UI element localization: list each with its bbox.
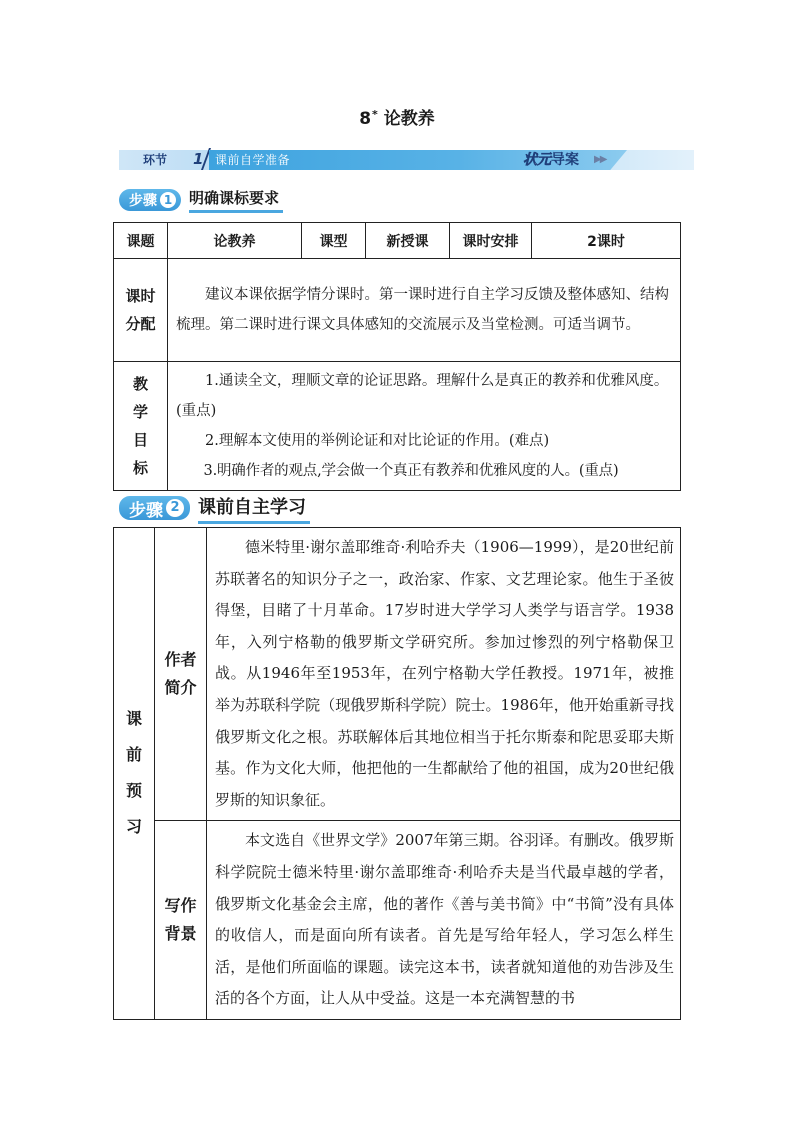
double-arrow-icon: ▶▶ xyxy=(594,154,606,165)
table-header-row xyxy=(114,223,681,259)
goals-label: 教 学 目 标 xyxy=(114,362,168,491)
goal-item: 3.明确作者的观点,学会做一个真正有教养和优雅风度的人。(重点) xyxy=(203,463,619,479)
step2-header xyxy=(119,495,310,521)
background-text: 本文选自《世界文学》2007年第三期。谷羽译。有删改。俄罗斯科学院院士德米特里·谢尔盖耶维奇·利哈乔夫是当代最卓越的学者，俄罗斯文化基金会主席，他的著作《善与美书简》中“书简”没有具体的收信人，而是面向所有读者。首先是写给年轻人，学习怎么样生活，是他们所面临的课题。读完这本书，读者就知道他的劝告涉及生活的各个方面，让人从中受益。这是一本充满智慧的书 xyxy=(207,821,681,1020)
goal-item: 2.理解本文使用的举例论证和对比论证的作用。(难点) xyxy=(205,433,550,449)
step2-pill xyxy=(119,496,190,520)
page-title xyxy=(0,104,794,129)
step1-pill xyxy=(119,189,181,211)
time-value: 2课时 xyxy=(532,223,681,259)
author-text: 德米特里·谢尔盖耶维奇·利哈乔夫（1906—1999），是20世纪前苏联著名的知识分子之一，政治家、作家、文艺理论家。他生于圣彼得堡，目睹了十月革命。17岁时进大学学习人类学与语言学。1938年，入列宁格勒的俄罗斯文学研究所。参加过惨烈的列宁格勒保卫战。从1946年至1953年，在列宁格勒大学任教授。1971年，被推举为苏联科学院（现俄罗斯科学院）院士。1986年，他开始重新寻找俄罗斯文化之根。苏联解体后其地位相当于托尔斯泰和陀思妥耶夫斯基。作为文化大师，他把他的一生都献给了他的祖国，成为20世纪俄罗斯的知识象征。 xyxy=(207,528,681,821)
type-header: 课型 xyxy=(302,223,366,259)
banner-link-label: 环节 xyxy=(143,153,168,167)
curriculum-table xyxy=(113,222,681,491)
step1-pill-text: 步骤 xyxy=(129,193,157,209)
banner-brand-a: 状元 xyxy=(523,152,551,168)
allocation-row xyxy=(114,259,681,362)
banner-brand xyxy=(523,150,579,170)
optional-mark: * xyxy=(372,108,378,121)
author-row xyxy=(114,528,681,821)
step2-pill-text: 步骤 xyxy=(129,500,163,521)
banner-section-title: 课前自学准备 xyxy=(215,153,291,167)
allocation-label: 课时 分配 xyxy=(114,259,168,362)
topic-value: 论教养 xyxy=(168,223,302,259)
goal-item: 1.通读全文，理顺文章的论证思路。理解什么是真正的教养和优雅风度。(重点) xyxy=(176,373,669,419)
step1-header xyxy=(119,188,283,212)
preview-table xyxy=(113,527,681,1020)
author-label: 作者 简介 xyxy=(155,528,207,821)
background-row xyxy=(114,821,681,1020)
time-header: 课时安排 xyxy=(450,223,532,259)
goals-row xyxy=(114,362,681,491)
step2-label: 课前自主学习 xyxy=(198,493,310,524)
background-label: 写作 背景 xyxy=(155,821,207,1020)
lesson-number: 8 xyxy=(359,109,372,129)
section-banner xyxy=(119,150,694,170)
allocation-text: 建议本课依据学情分课时。第一课时进行自主学习反馈及整体感知、结构梳理。第二课时进行课文具体感知的交流展示及当堂检测。可适当调节。 xyxy=(168,259,681,362)
banner-link-number: 1 xyxy=(193,150,204,168)
topic-header: 课题 xyxy=(114,223,168,259)
step1-number: 1 xyxy=(160,192,176,208)
banner-brand-b: 导案 xyxy=(551,152,579,168)
type-value: 新授课 xyxy=(366,223,450,259)
lesson-name: 论教养 xyxy=(383,109,435,129)
preview-side-label: 课 前 预 习 xyxy=(114,528,155,1020)
step2-number: 2 xyxy=(166,499,184,517)
step1-label: 明确课标要求 xyxy=(189,187,283,213)
goals-text xyxy=(168,362,681,491)
